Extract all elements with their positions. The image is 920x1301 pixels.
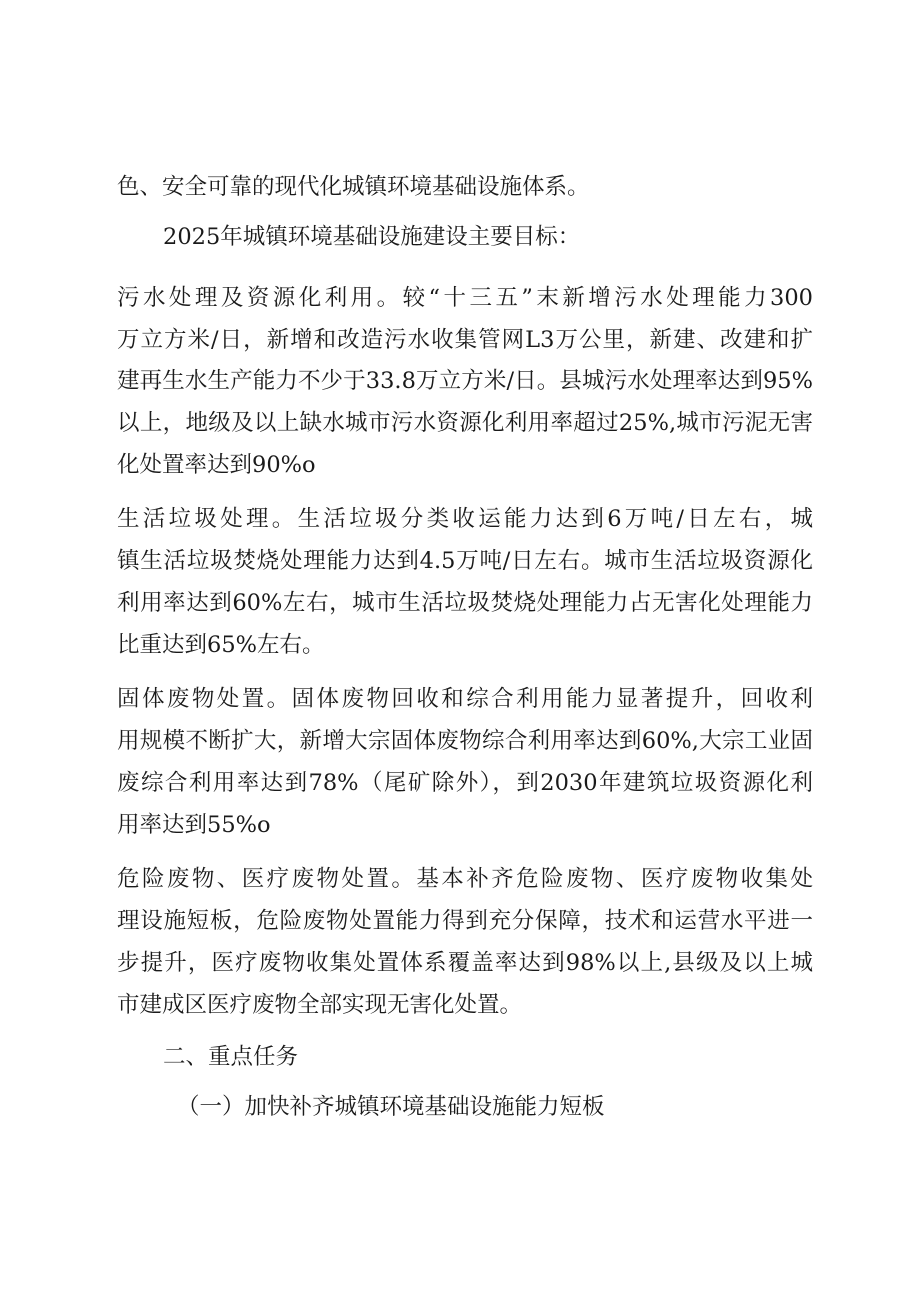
text-line-sewage-4: 以上，地级及以上缺水城市污水资源化利用率超过25%,城市污泥无害 [117,410,813,436]
text-line-sewage-3: 建再生水生产能力不少于33.8万立方米/日。县城污水处理率达到95% [117,368,813,394]
section-heading-key-tasks: 二、重点任务 [163,1044,299,1070]
text-line-hazardous-4: 市建成区医疗废物全部实现无害化处置。 [117,992,523,1018]
text-line-garbage-1: 生活垃圾处理。生活垃圾分类收运能力达到6万吨/日左右，城 [117,506,813,532]
text-line-goal-system-end: 色、安全可靠的现代化城镇环境基础设施体系。 [117,174,590,200]
text-line-garbage-3: 利用率达到60%左右，城市生活垃圾焚烧处理能力占无害化处理能力 [117,590,813,616]
text-line-garbage-2: 镇生活垃圾焚烧处理能力达到4.5万吨/日左右。城市生活垃圾资源化 [117,548,813,574]
text-line-garbage-4: 比重达到65%左右。 [117,632,325,658]
text-line-hazardous-3: 步提升，医疗废物收集处置体系覆盖率达到98%以上,县级及以上城 [117,950,813,976]
section-heading-2025-targets: 2025年城镇环境基础设施建设主要目标： [163,224,581,250]
subsection-heading-1: （一）加快补齐城镇环境基础设施能力短板 [177,1094,605,1120]
text-line-sewage-5: 化处置率达到90%o [117,452,316,478]
text-line-sewage-2: 万立方米/日，新增和改造污水收集管网L3万公里，新建、改建和扩 [117,327,813,353]
text-line-solid-waste-3: 废综合利用率达到78%（尾矿除外），到2030年建筑垃圾资源化利 [117,770,813,796]
text-line-hazardous-2: 理设施短板，危险废物处置能力得到充分保障，技术和运营水平进一 [117,908,813,934]
text-line-sewage-1: 污水处理及资源化利用。较“十三五”末新增污水处理能力300 [117,285,813,311]
text-line-solid-waste-4: 用率达到55%o [117,812,271,838]
text-line-hazardous-1: 危险废物、医疗废物处置。基本补齐危险废物、医疗废物收集处 [117,866,813,892]
text-line-solid-waste-1: 固体废物处置。固体废物回收和综合利用能力显著提升，回收利 [117,686,813,712]
text-line-solid-waste-2: 用规模不断扩大，新增大宗固体废物综合利用率达到60%,大宗工业固 [117,728,813,754]
